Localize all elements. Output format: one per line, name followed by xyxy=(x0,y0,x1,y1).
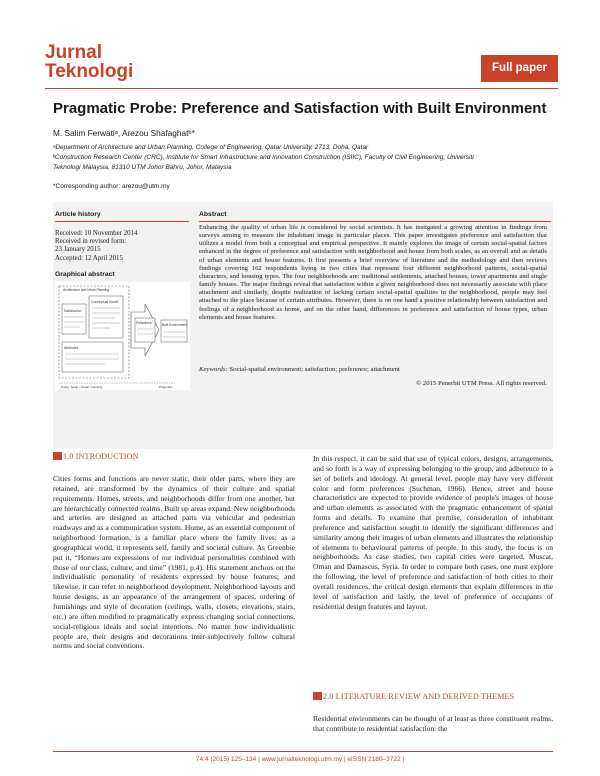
logo-line1: Jurnal xyxy=(45,42,103,63)
abstract-text: Enhancing the quality of urban life is considered by social scientists. It has instigated a growing attention in findings from surveys aiming to measure the inhabitant image in particular places. This paper investigates preference and satisfaction that utilizes a model from both a conceptual and empirical perspective. It mainly explores the image of certain social-spatial factors enhanced in the degree of preference and satisfaction with neighborhood and house from both scales, as an overall and as details of urban elements and house features. It first presents a brief overview of literature and the methodology and then reviews findings covering 162 respondents living in two cities that represent four different neighborhood patterns, social-spatial characters, and housing types. The four neighborhoods are: traditional settlements, attached houses, tower apartments and single family houses. The major findings reveal that satisfaction within a given neighborhood does not necessarily associate with place attachment and similarly, despite realization of lacking certain social-spatial qualities in the neighborhood, people may feel attached to the place because of certain attributes. However, there is on one hand a positive relationship between satisfaction and feelings of a neighborhood as home, and on the other hand, differences in preference and satisfaction of house types, urban elements and house features. xyxy=(199,224,547,321)
footer-divider xyxy=(53,751,553,752)
diagram-label: Satisfaction xyxy=(64,309,82,313)
history-line: Accepted: 12 April 2015 xyxy=(55,254,123,262)
header-divider xyxy=(45,88,558,89)
graphical-abstract-heading: Graphical abstract xyxy=(55,271,115,278)
affiliation-b: ᵇConstruction Research Center (CRC), Institute for Smart Infrastructure and Innovation Construction (ISIIC), Faculty of Civil Engineering, Universiti xyxy=(53,154,474,161)
intro-paragraph: Cities forms and functions are never static, their older parts, where they are retained, are transformed by the dynamics of their culture and spatial requirements. Homes, streets, and neighborhoods differ from one another, but are hierarchically connected realms. Built up areas expand. New neighborhoods and arteries are designed as attached parts via vehicular and pedestrian roadways and as a communication system. Home, as an essential component of neighborhood formation, is a familiar place where the family lives; as a geographical world, it represents self, family and societal culture. As Greenbie put it, “Homes are expressions of our individual personalities combined with those of our class, culture, and time” (1981, p.4). His statement anchors on the individualistic personality of residents expressed by house features; and likewise, it can refer to neighborhood development. Neighborhood layouts and house designs, as an appearance of the arrangement of spaces, ordering of furnishings and style of decoration (ceilings, walls, closets, elevations, stairs, etc.) are often modified to pragmatically express changing social connections, social-religious ideals and social intentions. No matter how individualistic people are, their designs and decorations inter-subjectively follow cultural norms and social conventions. xyxy=(53,474,295,651)
diagram-label: Pragmatic xyxy=(159,385,173,389)
heading-marker xyxy=(313,692,322,700)
intro-heading xyxy=(53,452,139,461)
keywords: Social-spatial environment; satisfaction; preference; attachment xyxy=(229,366,400,373)
article-history xyxy=(55,230,137,263)
literature-heading xyxy=(313,692,514,701)
diagram-label: Preference xyxy=(136,321,152,325)
history-line: Received in revised form: xyxy=(55,238,127,246)
literature-paragraph: Residential environments can be thought of at least as three constituent realms, that contribute to residential satisfaction: the xyxy=(313,714,553,733)
keywords-line xyxy=(199,366,547,373)
full-paper-badge: Full paper xyxy=(481,55,558,82)
logo-line2: Teknologi xyxy=(45,61,134,82)
graphical-abstract-figure xyxy=(55,282,190,390)
keywords-label: Keywords: xyxy=(199,366,228,373)
diagram-label: Architecture and Urban Planning xyxy=(63,288,110,292)
abstract-rule xyxy=(199,221,551,222)
article-history-heading: Article history xyxy=(55,211,101,218)
diagram-label: Probe: Scale / Social / Housing xyxy=(61,385,103,389)
heading-marker xyxy=(53,452,62,460)
affiliation-a: ᵃDepartment of Architecture and Urban Planning, College of Engineering, Qatar University, 2713, Doha, Qatar xyxy=(53,144,369,151)
history-line: 23 January 2015 xyxy=(55,246,101,254)
affiliation-b-cont: Teknologi Malaysia, 81310 UTM Johor Bahru, Johor, Malaysia xyxy=(53,164,232,171)
history-rule xyxy=(55,221,189,222)
history-line: Received: 10 November 2014 xyxy=(55,230,138,237)
copyright: © 2015 Penerbit UTM Press. All rights reserved. xyxy=(416,380,547,387)
authors: M. Salim Ferwatiᵃ, Arezou Shafaghatᵇ* xyxy=(53,128,195,138)
page-footer: 74:4 (2015) 125–134 | www.jurnalteknologi.utm.my | eISSN 2180–3722 | xyxy=(195,756,405,763)
journal-logo xyxy=(45,43,133,81)
literature-heading-text: 2.0 LITERATURE REVIEW AND DERIVED THEMES xyxy=(323,692,515,701)
diagram-label: Attributes xyxy=(64,346,79,350)
abstract-heading: Abstract xyxy=(199,211,227,218)
right-paragraph: In this respect, it can be said that use of typical colors, designs, arrangements, and so forth is a way of expressing belonging to the group, and adherence to a set of beliefs and ideology. At general level, people may have very different color and form preferences (Suchman, 1966). Hence, street and house characteristics are expected to provide evidence of people's images of house and urban elements as associated with the pragmatic enhancement of spatial forms and details. To examine that premise, consideration of inhabitant preference and satisfaction sought to identify the significant differences and similarity among their images of urban elements and illustrates the relationship of elements to behavioural patterns of people. In this study, the focus is on neighborhoods. As case studies, two capital cities were targeted, Muscat, Oman and Damascus, Syria. In order to compare both cases, one must explore the following, the level of preference and satisfaction of both cities to their overall residences, the critical design elements that explain differences in the level of satisfaction and lastly, the level of preference of occupants of residential design features and layout. xyxy=(313,454,553,611)
diagram-label: Built Environment xyxy=(162,323,187,327)
intro-heading-text: 1.0 INTRODUCTION xyxy=(63,452,139,461)
diagram-label: Conceptual model xyxy=(91,300,119,304)
paper-title: Pragmatic Probe: Preference and Satisfaction with Built Environment xyxy=(53,100,547,117)
corresponding-author: *Corresponding author: arezou@utm.my xyxy=(53,183,170,190)
